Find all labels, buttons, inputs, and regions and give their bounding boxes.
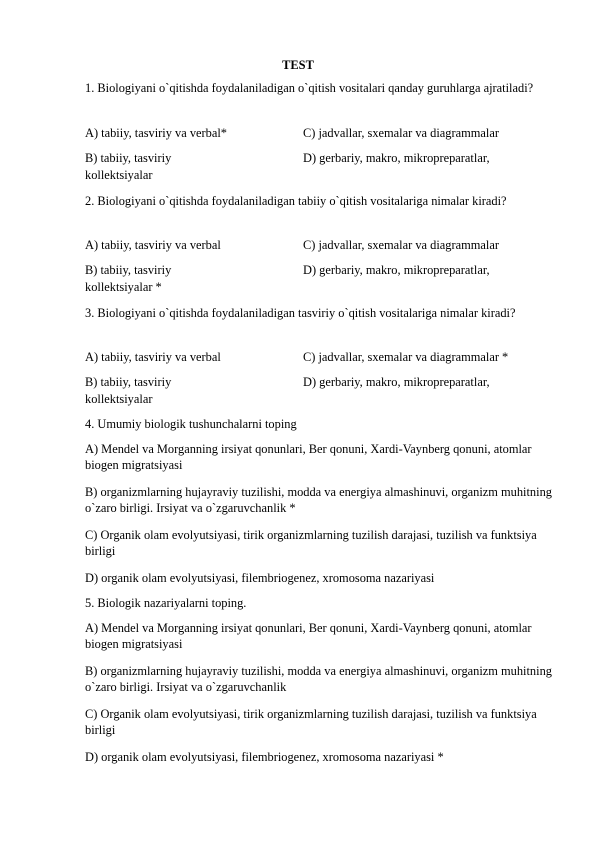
q3-option-c: C) jadvallar, sxemalar va diagrammalar * — [303, 350, 509, 364]
question-4: 4. Umumiy biologik tushunchalarni toping — [85, 417, 297, 431]
q1-option-b: B) tabiiy, tasviriy — [85, 151, 172, 165]
q1-option-d-continued: kollektsiyalar — [85, 168, 153, 182]
q2-option-a: A) tabiiy, tasviriy va verbal — [85, 238, 221, 252]
page-title: TEST — [282, 58, 314, 72]
question-2-options-row-2 — [85, 262, 555, 278]
question-1-options-row-1 — [85, 125, 555, 141]
q1-option-c: C) jadvallar, sxemalar va diagrammalar — [303, 126, 499, 140]
q1-option-a: A) tabiiy, tasviriy va verbal* — [85, 126, 227, 140]
q5-option-c: C) Organik olam evolyutsiyasi, tirik organizmlarning tuzilish darajasi, tuzilish va funktsiya birligi — [85, 707, 537, 737]
question-3-options-row-2 — [85, 374, 555, 390]
q3-option-d: D) gerbariy, makro, mikropreparatlar, — [303, 375, 490, 389]
question-1: 1. Biologiyani o`qitishda foydalaniladigan o`qitish vositalari qanday guruhlarga ajratiladi? — [85, 81, 534, 95]
q3-option-a: A) tabiiy, tasviriy va verbal — [85, 350, 221, 364]
q5-option-b: B) organizmlarning hujayraviy tuzilishi, modda va energiya almashinuvi, organizm muhitning o`zaro birligi. Irsiyat va o`zgaruvchanlik — [85, 664, 552, 694]
q2-option-b: B) tabiiy, tasviriy — [85, 263, 172, 277]
question-3-options-row-1 — [85, 349, 555, 365]
q5-option-a: A) Mendel va Morganning irsiyat qonunlari, Ber qonuni, Xardi-Vaynberg qonuni, atomlar biogen migratsiyasi — [85, 621, 532, 651]
q1-option-d: D) gerbariy, makro, mikropreparatlar, — [303, 151, 490, 165]
q2-option-d: D) gerbariy, makro, mikropreparatlar, — [303, 263, 490, 277]
question-3: 3. Biologiyani o`qitishda foydalaniladigan tasviriy o`qitish vositalariga nimalar kiradi? — [85, 306, 516, 320]
q3-option-d-continued: kollektsiyalar — [85, 392, 153, 406]
question-2: 2. Biologiyani o`qitishda foydalaniladigan tabiiy o`qitish vositalariga nimalar kiradi? — [85, 194, 507, 208]
question-5: 5. Biologik nazariyalarni toping. — [85, 596, 247, 610]
q2-option-d-continued: kollektsiyalar * — [85, 280, 162, 294]
q4-option-c: C) Organik olam evolyutsiyasi, tirik organizmlarning tuzilish darajasi, tuzilish va funktsiya birligi — [85, 528, 537, 558]
q5-option-d: D) organik olam evolyutsiyasi, filembriogenez, xromosoma nazariyasi * — [85, 750, 444, 764]
q4-option-d: D) organik olam evolyutsiyasi, filembriogenez, xromosoma nazariyasi — [85, 571, 435, 585]
q3-option-b: B) tabiiy, tasviriy — [85, 375, 172, 389]
q2-option-c: C) jadvallar, sxemalar va diagrammalar — [303, 238, 499, 252]
q4-option-a: A) Mendel va Morganning irsiyat qonunlari, Ber qonuni, Xardi-Vaynberg qonuni, atomlar biogen migratsiyasi — [85, 442, 532, 472]
q4-option-b: B) organizmlarning hujayraviy tuzilishi, modda va energiya almashinuvi, organizm muhitning o`zaro birligi. Irsiyat va o`zgaruvchanlik * — [85, 485, 552, 515]
question-2-options-row-1 — [85, 237, 555, 253]
question-1-options-row-2 — [85, 150, 555, 166]
